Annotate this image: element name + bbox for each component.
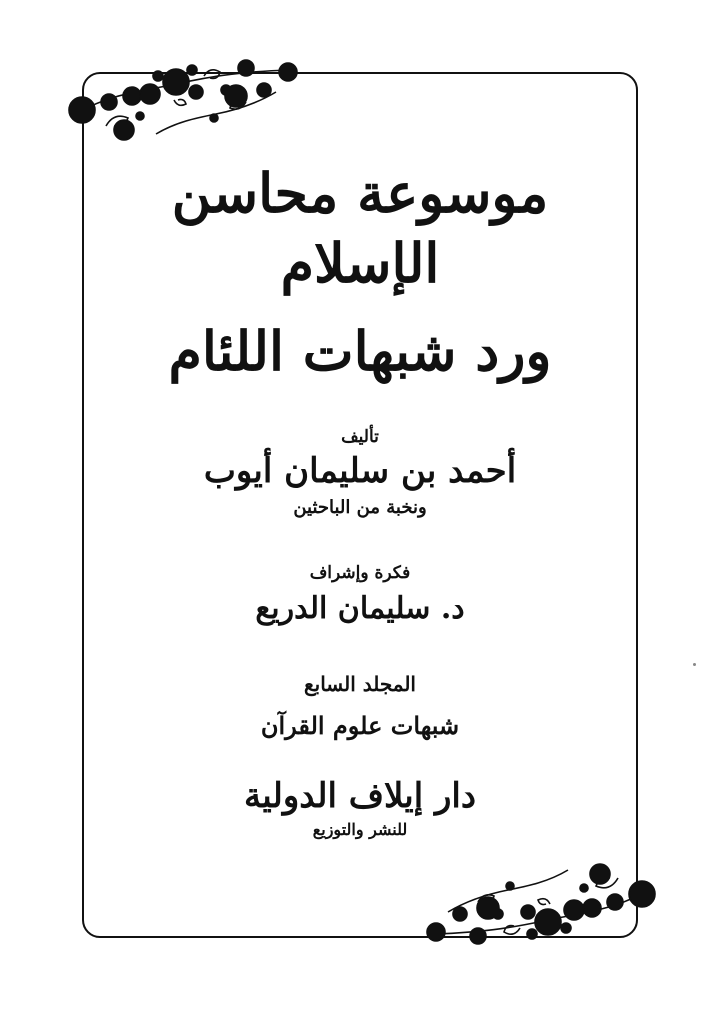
author-team: ونخبة من الباحثين [293,497,427,518]
floral-ornament-bottom-right [418,852,658,948]
publisher-subtitle: للنشر والتوزيع [312,820,408,839]
floral-ornament-top-left [66,56,306,152]
author-name: أحمد بن سليمان أيوب [203,451,517,491]
volume-label: المجلد السابع [303,672,416,696]
title-line-2: ورد شبهات اللئام [168,319,552,383]
title-line-1: موسوعة محاسن الإسلام [171,161,549,295]
volume-title: شبهات علوم القرآن [260,711,460,740]
cover-content [100,150,620,842]
supervisor-name: د. سليمان الدريع [255,591,465,626]
publisher-name: دار إيلاف الدولية [243,776,477,816]
scan-speck [693,663,696,666]
idea-label: فكرة وإشراف [309,563,411,583]
authorship-label: تأليف [341,427,379,447]
